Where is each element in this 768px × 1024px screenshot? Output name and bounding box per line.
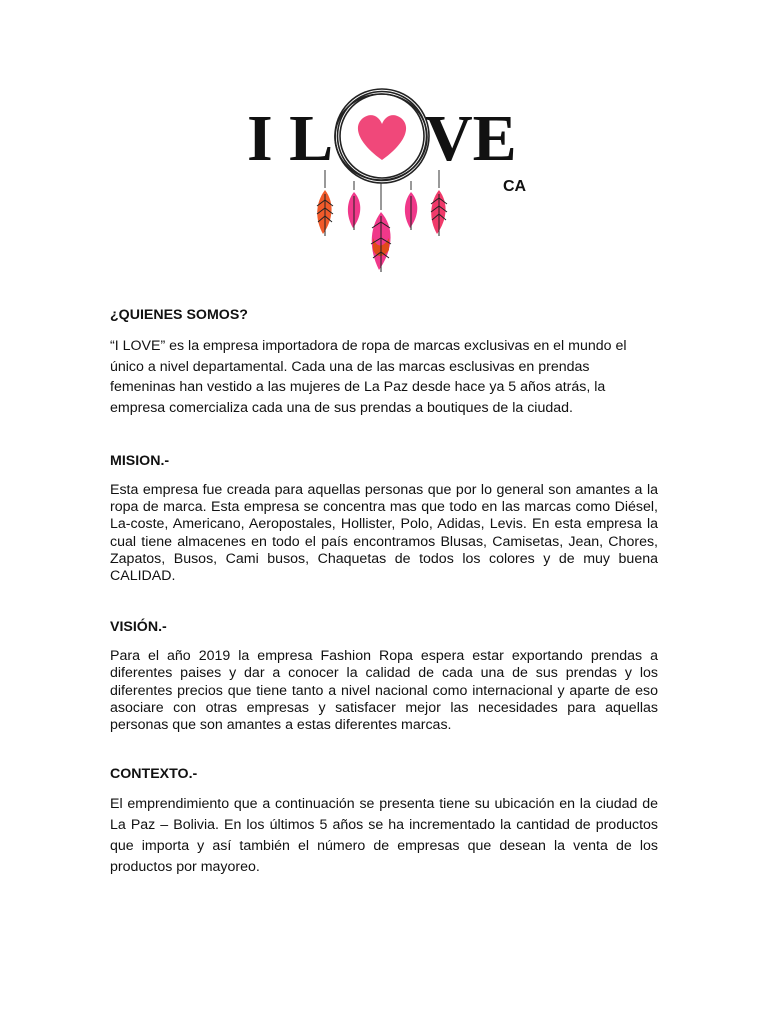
section-vision: [110, 618, 658, 734]
brand-logo: [245, 78, 535, 278]
logo-tagline: CA: [503, 178, 527, 195]
feather-3-icon: [371, 212, 391, 272]
feather-1-icon: [317, 190, 333, 236]
feather-4-icon: [405, 192, 417, 230]
section-contexto: [110, 765, 658, 878]
section-heading: VISIÓN.-: [110, 619, 167, 636]
feather-2-icon: [348, 192, 360, 230]
section-paragraph: Para el año 2019 la empresa Fashion Ropa espera estar exportando prendas a diferentes paises y dar a conocer la calidad de cada una de sus prendas y los diferentes precios que tiene tanto a nivel nacional como internacional y aparte de eso asociare con otras empresas y satisfacer mejor las necesidades para aquellas personas que son amantes a estas diferentes marcas.: [110, 648, 658, 734]
dreamcatcher-logo-icon: [245, 78, 535, 278]
section-quienes-somos: [110, 306, 658, 418]
feather-5-icon: [431, 190, 447, 236]
logo-text-left: I L: [247, 102, 334, 175]
section-mision: [110, 452, 658, 585]
heart-icon: [358, 115, 406, 160]
section-paragraph: El emprendimiento que a continuación se presenta tiene su ubicación en la ciudad de La Paz – Bolivia. En los últimos 5 años se ha incrementado la cantidad de productos que importa y así también el número de empresas que desean la venta de los productos por mayoreo.: [110, 796, 658, 876]
section-paragraph: “I LOVE” es la empresa importadora de ropa de marcas exclusivas en el mundo el único a nivel departamental. Cada una de las marcas esclusivas en prendas femeninas han vestido a las mujeres de La Paz desde hace ya 5 años atrás, la empresa comercializa cada una de sus prendas a boutiques de la ciudad.: [110, 338, 627, 416]
section-heading: MISION.-: [110, 453, 170, 469]
logo-text-right: VE: [425, 102, 517, 175]
document-body: [110, 306, 658, 878]
section-paragraph: Esta empresa fue creada para aquellas personas que por lo general son amantes a la ropa de marca. Esta empresa se concentra mas que todo en las marcas como Diésel, La-coste, Americano, Aeropostales, Hollister, Polo, Adidas, Levis. En esta empresa la cual tiene almacenes en todo el país encontramos Blusas, Camisetas, Jean, Chores, Zapatos, Busos, Cami busos, Chaquetas de todos los colores y de muy buena CALIDAD.: [110, 482, 658, 585]
section-heading: ¿QUIENES SOMOS?: [110, 307, 248, 323]
section-heading: CONTEXTO.-: [110, 766, 198, 783]
